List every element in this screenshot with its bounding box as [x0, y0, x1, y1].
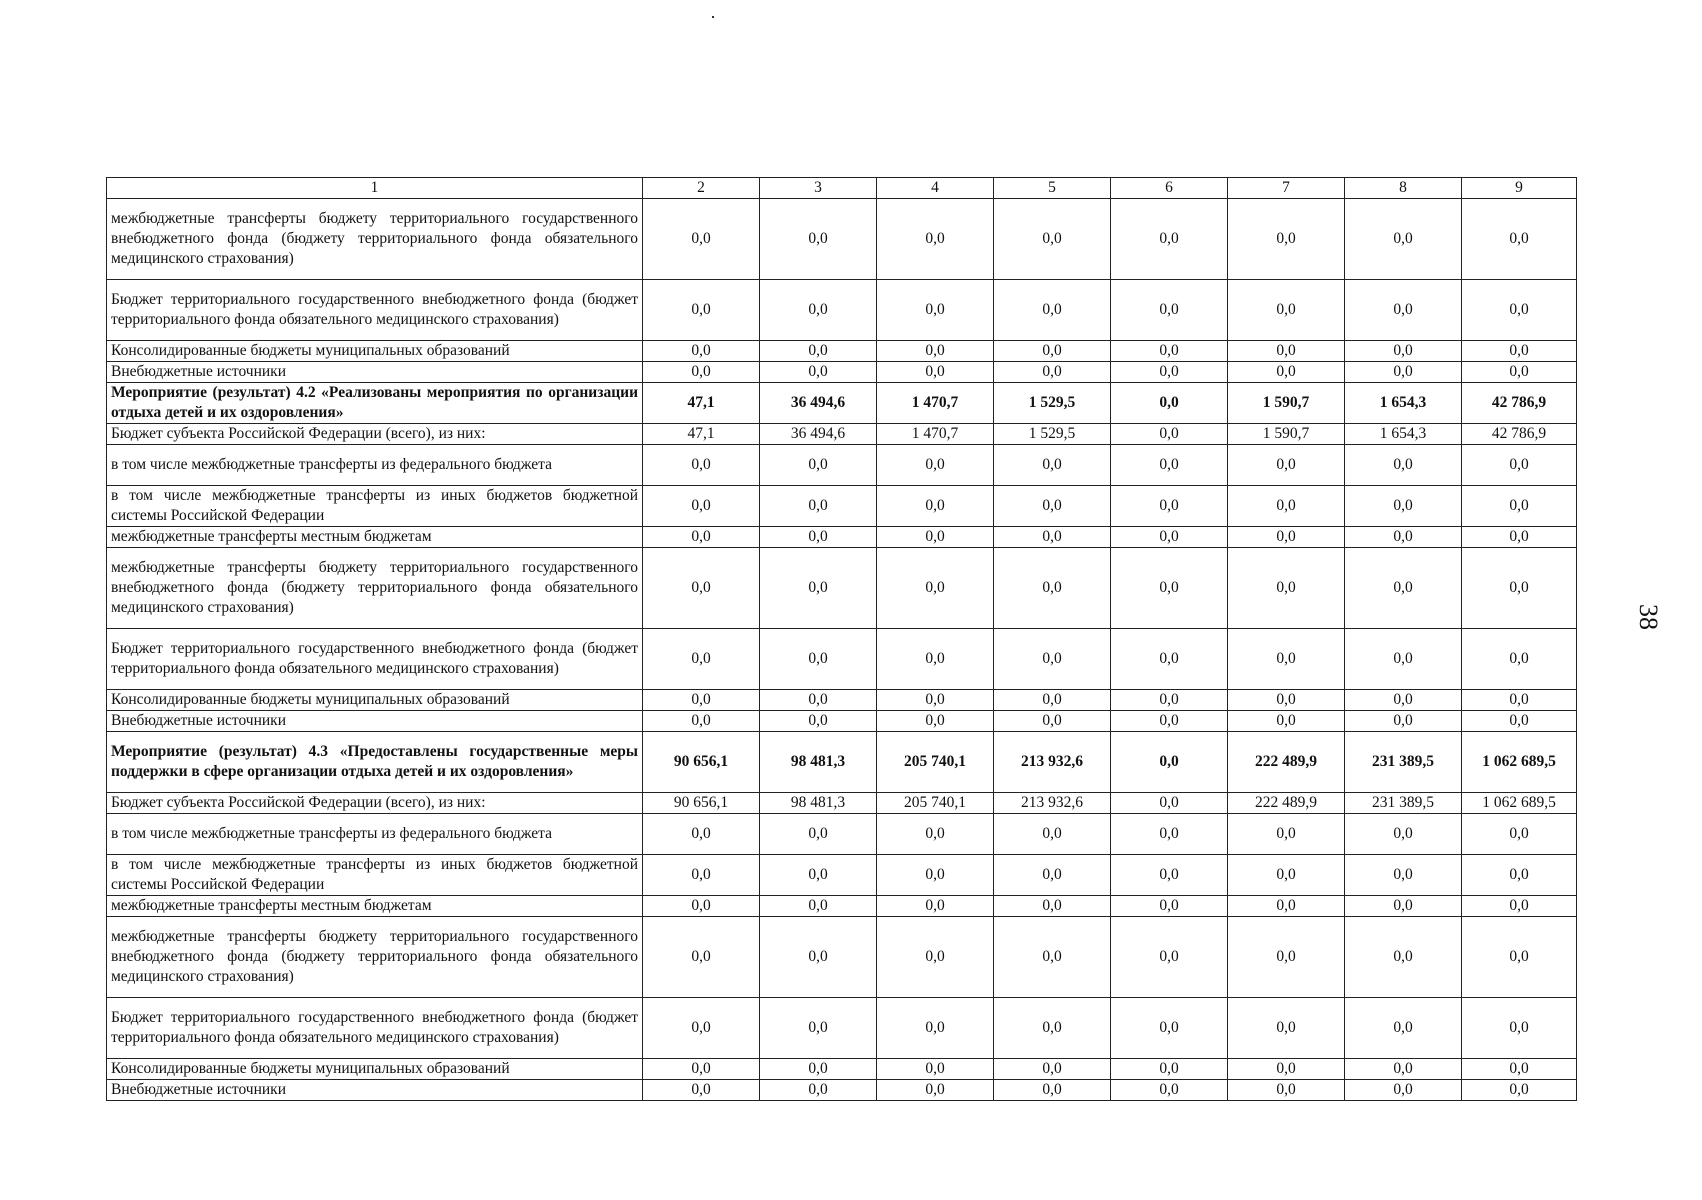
value-cell: 0,0 [994, 814, 1111, 855]
value-cell: 0,0 [760, 445, 877, 486]
header-cell: 8 [1345, 178, 1462, 199]
value-cell: 98 481,3 [760, 793, 877, 814]
value-cell: 0,0 [1345, 629, 1462, 690]
value-cell: 0,0 [643, 998, 760, 1059]
row-label: в том числе межбюджетные трансферты из иных бюджетов бюджетной системы Российской Федерации [107, 855, 643, 896]
value-cell: 0,0 [643, 711, 760, 732]
value-cell: 0,0 [1462, 690, 1577, 711]
value-cell: 1 529,5 [994, 424, 1111, 445]
value-cell: 0,0 [1228, 445, 1345, 486]
header-row [107, 178, 1577, 199]
table-row [107, 486, 1577, 527]
value-cell: 90 656,1 [643, 732, 760, 793]
value-cell: 0,0 [760, 1059, 877, 1080]
row-label: межбюджетные трансферты бюджету территориального государственного внебюджетного фонда (бюджету территориального фонда обязательного медицинского страхования) [107, 548, 643, 629]
value-cell: 0,0 [643, 1059, 760, 1080]
value-cell: 98 481,3 [760, 732, 877, 793]
value-cell: 0,0 [760, 855, 877, 896]
value-cell: 0,0 [1462, 199, 1577, 280]
value-cell: 0,0 [994, 1059, 1111, 1080]
table-row [107, 548, 1577, 629]
table-row [107, 1080, 1577, 1101]
value-cell: 0,0 [877, 896, 994, 917]
value-cell: 0,0 [994, 855, 1111, 896]
value-cell: 0,0 [760, 1080, 877, 1101]
value-cell: 0,0 [1228, 998, 1345, 1059]
value-cell: 42 786,9 [1462, 424, 1577, 445]
table-row [107, 445, 1577, 486]
value-cell: 0,0 [877, 1059, 994, 1080]
row-label: межбюджетные трансферты бюджету территориального государственного внебюджетного фонда (бюджету территориального фонда обязательного медицинского страхования) [107, 917, 643, 998]
value-cell: 0,0 [994, 280, 1111, 341]
value-cell: 0,0 [643, 1080, 760, 1101]
row-label: Бюджет территориального государственного внебюджетного фонда (бюджет территориального фонда обязательного медицинского страхования) [107, 629, 643, 690]
table-row [107, 629, 1577, 690]
value-cell: 0,0 [1111, 1059, 1228, 1080]
row-label: в том числе межбюджетные трансферты из иных бюджетов бюджетной системы Российской Федерации [107, 486, 643, 527]
value-cell: 0,0 [994, 711, 1111, 732]
header-cell: 6 [1111, 178, 1228, 199]
value-cell: 0,0 [643, 855, 760, 896]
row-label: в том числе межбюджетные трансферты из федерального бюджета [107, 445, 643, 486]
value-cell: 0,0 [994, 548, 1111, 629]
table-row [107, 527, 1577, 548]
value-cell: 0,0 [877, 814, 994, 855]
value-cell: 0,0 [877, 1080, 994, 1101]
value-cell: 0,0 [1111, 445, 1228, 486]
value-cell: 1 062 689,5 [1462, 793, 1577, 814]
table-row [107, 199, 1577, 280]
activity-row [107, 732, 1577, 793]
value-cell: 0,0 [1228, 629, 1345, 690]
value-cell: 0,0 [1345, 1059, 1462, 1080]
value-cell: 47,1 [643, 383, 760, 424]
value-cell: 0,0 [1228, 486, 1345, 527]
value-cell: 0,0 [1345, 280, 1462, 341]
row-label: межбюджетные трансферты местным бюджетам [107, 896, 643, 917]
value-cell: 36 494,6 [760, 424, 877, 445]
table-row [107, 855, 1577, 896]
value-cell: 0,0 [1228, 362, 1345, 383]
value-cell: 0,0 [877, 445, 994, 486]
value-cell: 0,0 [1111, 998, 1228, 1059]
value-cell: 0,0 [1228, 855, 1345, 896]
value-cell: 0,0 [1462, 917, 1577, 998]
value-cell: 0,0 [1345, 690, 1462, 711]
table-row [107, 690, 1577, 711]
value-cell: 0,0 [1111, 814, 1228, 855]
value-cell: 1 529,5 [994, 383, 1111, 424]
value-cell: 0,0 [1462, 711, 1577, 732]
table-row [107, 793, 1577, 814]
value-cell: 0,0 [643, 486, 760, 527]
value-cell: 0,0 [1111, 362, 1228, 383]
page-number: 38 [1634, 604, 1663, 630]
value-cell: 0,0 [643, 341, 760, 362]
value-cell: 0,0 [877, 629, 994, 690]
header-cell: 3 [760, 178, 877, 199]
value-cell: 0,0 [1462, 486, 1577, 527]
header-cell: 7 [1228, 178, 1345, 199]
value-cell: 0,0 [1345, 445, 1462, 486]
value-cell: 0,0 [1111, 793, 1228, 814]
value-cell: 0,0 [643, 527, 760, 548]
value-cell: 0,0 [1462, 527, 1577, 548]
value-cell: 0,0 [1111, 1080, 1228, 1101]
value-cell: 42 786,9 [1462, 383, 1577, 424]
table-row [107, 711, 1577, 732]
value-cell: 213 932,6 [994, 793, 1111, 814]
value-cell: 0,0 [994, 917, 1111, 998]
value-cell: 0,0 [1345, 1080, 1462, 1101]
value-cell: 0,0 [643, 629, 760, 690]
value-cell: 0,0 [1228, 690, 1345, 711]
value-cell: 1 654,3 [1345, 383, 1462, 424]
value-cell: 0,0 [1228, 711, 1345, 732]
value-cell: 0,0 [643, 362, 760, 383]
table-row [107, 1059, 1577, 1080]
value-cell: 0,0 [1345, 199, 1462, 280]
value-cell: 0,0 [1111, 896, 1228, 917]
value-cell: 205 740,1 [877, 732, 994, 793]
value-cell: 0,0 [760, 486, 877, 527]
value-cell: 0,0 [994, 629, 1111, 690]
table-row [107, 280, 1577, 341]
value-cell: 0,0 [877, 527, 994, 548]
value-cell: 0,0 [1345, 814, 1462, 855]
value-cell: 0,0 [1111, 732, 1228, 793]
value-cell: 0,0 [1111, 424, 1228, 445]
value-cell: 0,0 [1462, 855, 1577, 896]
value-cell: 1 062 689,5 [1462, 732, 1577, 793]
value-cell: 0,0 [760, 280, 877, 341]
value-cell: 0,0 [760, 690, 877, 711]
value-cell: 222 489,9 [1228, 793, 1345, 814]
value-cell: 0,0 [1111, 855, 1228, 896]
value-cell: 0,0 [994, 445, 1111, 486]
value-cell: 1 590,7 [1228, 424, 1345, 445]
scan-dot [712, 16, 714, 18]
value-cell: 0,0 [1462, 1080, 1577, 1101]
table-row [107, 424, 1577, 445]
value-cell: 213 932,6 [994, 732, 1111, 793]
row-label: Бюджет субъекта Российской Федерации (всего), из них: [107, 793, 643, 814]
value-cell: 0,0 [877, 362, 994, 383]
value-cell: 0,0 [877, 486, 994, 527]
value-cell: 0,0 [1111, 711, 1228, 732]
value-cell: 90 656,1 [643, 793, 760, 814]
value-cell: 0,0 [877, 280, 994, 341]
row-label: межбюджетные трансферты бюджету территориального государственного внебюджетного фонда (бюджету территориального фонда обязательного медицинского страхования) [107, 199, 643, 280]
value-cell: 0,0 [760, 548, 877, 629]
value-cell: 0,0 [994, 896, 1111, 917]
value-cell: 0,0 [994, 998, 1111, 1059]
value-cell: 0,0 [1462, 280, 1577, 341]
row-label: Внебюджетные источники [107, 711, 643, 732]
table-row [107, 362, 1577, 383]
value-cell: 0,0 [1345, 362, 1462, 383]
value-cell: 0,0 [760, 896, 877, 917]
value-cell: 1 590,7 [1228, 383, 1345, 424]
value-cell: 0,0 [1228, 814, 1345, 855]
value-cell: 0,0 [643, 690, 760, 711]
value-cell: 0,0 [1345, 998, 1462, 1059]
header-cell: 1 [107, 178, 643, 199]
value-cell: 0,0 [1111, 383, 1228, 424]
value-cell: 0,0 [1462, 896, 1577, 917]
value-cell: 0,0 [1345, 896, 1462, 917]
value-cell: 0,0 [1111, 280, 1228, 341]
value-cell: 1 470,7 [877, 424, 994, 445]
value-cell: 231 389,5 [1345, 793, 1462, 814]
value-cell: 0,0 [760, 362, 877, 383]
value-cell: 0,0 [1462, 814, 1577, 855]
table-body [107, 178, 1577, 1101]
value-cell: 0,0 [877, 690, 994, 711]
row-label: в том числе межбюджетные трансферты из федерального бюджета [107, 814, 643, 855]
value-cell: 0,0 [643, 445, 760, 486]
value-cell: 0,0 [1111, 690, 1228, 711]
value-cell: 1 654,3 [1345, 424, 1462, 445]
value-cell: 0,0 [1228, 1080, 1345, 1101]
table-row [107, 896, 1577, 917]
value-cell: 0,0 [760, 711, 877, 732]
value-cell: 0,0 [760, 527, 877, 548]
value-cell: 0,0 [1345, 341, 1462, 362]
row-label: Бюджет территориального государственного внебюджетного фонда (бюджет территориального фонда обязательного медицинского страхования) [107, 998, 643, 1059]
value-cell: 0,0 [877, 341, 994, 362]
value-cell: 0,0 [994, 486, 1111, 527]
budget-table [106, 177, 1577, 1101]
value-cell: 0,0 [760, 629, 877, 690]
value-cell: 0,0 [1345, 486, 1462, 527]
value-cell: 0,0 [760, 917, 877, 998]
value-cell: 0,0 [1462, 341, 1577, 362]
value-cell: 0,0 [1228, 199, 1345, 280]
value-cell: 0,0 [1111, 527, 1228, 548]
value-cell: 0,0 [1462, 445, 1577, 486]
value-cell: 0,0 [1228, 548, 1345, 629]
value-cell: 0,0 [994, 199, 1111, 280]
value-cell: 222 489,9 [1228, 732, 1345, 793]
value-cell: 0,0 [1111, 629, 1228, 690]
value-cell: 0,0 [1111, 341, 1228, 362]
row-label: Внебюджетные источники [107, 1080, 643, 1101]
value-cell: 0,0 [877, 917, 994, 998]
value-cell: 0,0 [1228, 527, 1345, 548]
value-cell: 0,0 [643, 814, 760, 855]
value-cell: 0,0 [760, 998, 877, 1059]
row-label: межбюджетные трансферты местным бюджетам [107, 527, 643, 548]
value-cell: 47,1 [643, 424, 760, 445]
value-cell: 0,0 [994, 341, 1111, 362]
value-cell: 0,0 [643, 280, 760, 341]
row-label: Консолидированные бюджеты муниципальных образований [107, 341, 643, 362]
row-label: Бюджет территориального государственного внебюджетного фонда (бюджет территориального фонда обязательного медицинского страхования) [107, 280, 643, 341]
header-cell: 4 [877, 178, 994, 199]
table-row [107, 341, 1577, 362]
value-cell: 0,0 [1228, 1059, 1345, 1080]
value-cell: 0,0 [994, 362, 1111, 383]
row-label: Консолидированные бюджеты муниципальных образований [107, 690, 643, 711]
row-label: Мероприятие (результат) 4.2 «Реализованы мероприятия по организации отдыха детей и их оздоровления» [107, 383, 643, 424]
value-cell: 0,0 [877, 199, 994, 280]
row-label: Бюджет субъекта Российской Федерации (всего), из них: [107, 424, 643, 445]
header-cell: 9 [1462, 178, 1577, 199]
value-cell: 0,0 [877, 711, 994, 732]
value-cell: 0,0 [1228, 917, 1345, 998]
value-cell: 0,0 [760, 814, 877, 855]
value-cell: 0,0 [643, 896, 760, 917]
value-cell: 0,0 [1462, 1059, 1577, 1080]
value-cell: 205 740,1 [877, 793, 994, 814]
table-row [107, 998, 1577, 1059]
value-cell: 0,0 [994, 527, 1111, 548]
value-cell: 0,0 [994, 690, 1111, 711]
value-cell: 0,0 [643, 199, 760, 280]
value-cell: 0,0 [1345, 917, 1462, 998]
value-cell: 0,0 [1462, 998, 1577, 1059]
value-cell: 36 494,6 [760, 383, 877, 424]
row-label: Мероприятие (результат) 4.3 «Предоставлены государственные меры поддержки в сфере организации отдыха детей и их оздоровления» [107, 732, 643, 793]
value-cell: 0,0 [1345, 711, 1462, 732]
table-row [107, 814, 1577, 855]
value-cell: 0,0 [1345, 548, 1462, 629]
value-cell: 0,0 [877, 998, 994, 1059]
value-cell: 0,0 [760, 199, 877, 280]
value-cell: 231 389,5 [1345, 732, 1462, 793]
header-cell: 5 [994, 178, 1111, 199]
value-cell: 0,0 [1345, 527, 1462, 548]
header-cell: 2 [643, 178, 760, 199]
value-cell: 0,0 [1228, 896, 1345, 917]
value-cell: 0,0 [1462, 548, 1577, 629]
row-label: Консолидированные бюджеты муниципальных образований [107, 1059, 643, 1080]
value-cell: 0,0 [1462, 362, 1577, 383]
value-cell: 0,0 [1345, 855, 1462, 896]
value-cell: 0,0 [1228, 341, 1345, 362]
value-cell: 0,0 [1462, 629, 1577, 690]
value-cell: 0,0 [643, 917, 760, 998]
value-cell: 0,0 [1228, 280, 1345, 341]
value-cell: 0,0 [1111, 199, 1228, 280]
value-cell: 0,0 [643, 548, 760, 629]
value-cell: 0,0 [877, 855, 994, 896]
value-cell: 0,0 [877, 548, 994, 629]
value-cell: 0,0 [1111, 486, 1228, 527]
value-cell: 0,0 [1111, 548, 1228, 629]
value-cell: 0,0 [760, 341, 877, 362]
activity-row [107, 383, 1577, 424]
value-cell: 1 470,7 [877, 383, 994, 424]
value-cell: 0,0 [994, 1080, 1111, 1101]
value-cell: 0,0 [1111, 917, 1228, 998]
table-row [107, 917, 1577, 998]
row-label: Внебюджетные источники [107, 362, 643, 383]
